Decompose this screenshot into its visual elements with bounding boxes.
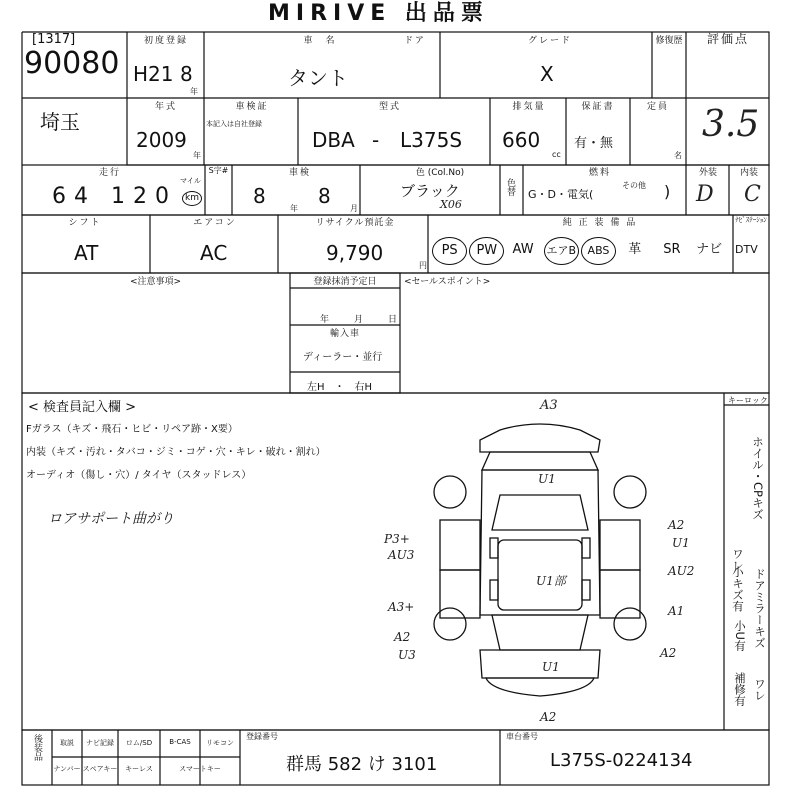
- color-side-label: 色替: [505, 178, 515, 196]
- vehicle-cert-note: 本記入は自社登録: [206, 120, 262, 128]
- date-day: 日: [388, 315, 398, 325]
- date-year: 年: [320, 315, 330, 325]
- mark-rear: A2: [540, 710, 557, 724]
- import-car-label: 輸入車: [329, 329, 360, 339]
- sales-point-label: <セールスポイント>: [404, 277, 491, 287]
- label-vehicle-cert: 車検証: [235, 102, 269, 112]
- recycle-unit: 円: [419, 261, 427, 270]
- fuel-options: G・D・電気(: [528, 188, 594, 201]
- equipment-item: PW: [469, 237, 504, 265]
- inspector-line3: オーディオ（傷し・穴）/ タイヤ（スタッドレス）: [26, 470, 252, 481]
- right-front-door: [600, 520, 640, 570]
- label-first-reg: 初度登録: [143, 36, 188, 46]
- mark-front: A3: [540, 398, 558, 413]
- side-note-7: 補修有: [733, 672, 747, 707]
- mark-left-front2: AU3: [388, 548, 415, 562]
- label-score: 評価点: [706, 32, 749, 46]
- model-year-unit: 年: [193, 151, 201, 160]
- mileage-value: 64 120: [52, 184, 177, 209]
- score-value: 3.5: [702, 104, 760, 145]
- steering-label: 左H ・ 右H: [307, 382, 373, 393]
- mark-hood: U1: [538, 472, 556, 486]
- side-note-4: ワレ: [753, 678, 767, 701]
- label-navi-type: ﾅﾋﾞｽﾃｰｼｮﾝ: [735, 216, 767, 224]
- first-reg-month: 8: [180, 62, 193, 86]
- exterior-grade: D: [696, 182, 714, 207]
- inspection-year-unit: 年: [290, 204, 298, 213]
- chassis-label: 車台番号: [506, 732, 538, 741]
- equipment-item: ナビ: [696, 242, 723, 257]
- interior-grade: C: [744, 182, 761, 207]
- displacement-unit: cc: [552, 150, 561, 159]
- date-month: 月: [354, 315, 364, 325]
- inspector-line1: Fガラス（キズ・飛石・ヒビ・リペア跡・X要）: [26, 424, 238, 435]
- inspector-label: < 検査員記入欄 >: [28, 400, 137, 415]
- label-aircon: エアコン: [193, 218, 237, 228]
- keylock-label: キーロック: [728, 396, 768, 405]
- mark-right-mid: AU2: [668, 564, 695, 578]
- right-front-wheel: [614, 476, 646, 508]
- equipment-item: 革: [628, 242, 642, 257]
- mark-right-rear: A1: [668, 604, 685, 618]
- label-year-small: 年: [190, 87, 198, 96]
- label-fuel: 燃料: [588, 168, 611, 178]
- accessory-item: ナンバー: [53, 765, 81, 773]
- label-grade: グレード: [527, 36, 572, 46]
- left-front-wheel: [434, 476, 466, 508]
- label-exterior: 外装: [698, 168, 717, 178]
- left-front-door: [440, 520, 480, 570]
- side-note-6: 小U有: [733, 620, 747, 652]
- accessory-item: スペアキー: [82, 765, 118, 773]
- label-mileage: 走行: [98, 168, 121, 178]
- right-rear-wheel: [614, 608, 646, 640]
- label-capacity: 定員: [646, 102, 669, 112]
- model-dash: -: [372, 128, 380, 152]
- cancel-date-label: 登録抹消予定日: [313, 277, 377, 287]
- mark-right-front: A2: [668, 518, 685, 532]
- windshield: [492, 495, 588, 530]
- color-value: ブラック: [400, 182, 460, 200]
- lot-number: 90080: [24, 46, 120, 81]
- label-color: 色 (Col.No): [415, 168, 465, 178]
- label-s-dash: S字#: [208, 166, 229, 175]
- left-rear-wheel: [434, 608, 466, 640]
- plate-label: 登録番号: [246, 732, 278, 741]
- recycle-value: 9,790: [326, 241, 384, 265]
- dealer-label: ディーラー・並行: [303, 352, 383, 363]
- header-title: MIRIVE 出品票: [268, 1, 489, 26]
- label-shift: シフト: [68, 218, 102, 228]
- inspection-month-unit: 月: [350, 204, 358, 213]
- plate-value: 群馬 582 け 3101: [286, 754, 438, 775]
- inspection-year: 8: [253, 184, 266, 208]
- lot-region: 埼玉: [40, 110, 80, 134]
- accessory-item: ロム/SD: [125, 739, 153, 747]
- label-equipment: 純 正 装 備 品: [562, 218, 638, 228]
- side-note-1: ホイル・CPキズ: [751, 436, 765, 520]
- label-repair-hist: 修復歴: [655, 36, 683, 46]
- displacement-value: 660: [502, 128, 541, 152]
- capacity-unit: 名: [674, 151, 682, 160]
- notes-label: <注意事項>: [130, 277, 182, 287]
- model-year: 2009: [136, 128, 187, 152]
- equipment-item: エアB: [544, 237, 579, 265]
- equipment-item: SR: [663, 242, 681, 257]
- rear-window: [492, 615, 588, 650]
- mark-left-front: P3+: [384, 532, 410, 546]
- front-bumper: [480, 424, 600, 452]
- label-inspection: 車検: [288, 168, 311, 178]
- lot-bracket: [1317]: [32, 32, 76, 47]
- inspector-line2: 内装（キズ・汚れ・タバコ・ジミ・コゲ・穴・キレ・破れ・割れ）: [26, 447, 326, 458]
- mileage-mile-label: マイル: [180, 177, 201, 185]
- car-name: タント: [288, 66, 348, 90]
- mark-roof: U1部: [536, 574, 566, 588]
- color-code: X06: [440, 198, 462, 211]
- model-code: L375S: [400, 128, 463, 152]
- side-note-5: 小キズ有: [731, 566, 745, 612]
- accessory-item: リモコン: [206, 739, 234, 747]
- equipment-item: DTV: [735, 243, 758, 256]
- mileage-km-label: km: [182, 191, 202, 206]
- accessories-row-2: [52, 764, 240, 778]
- accessory-item: B-CAS: [169, 738, 191, 746]
- label-recycle: リサイクル預託金: [315, 218, 395, 228]
- equipment-item: PS: [432, 237, 467, 265]
- car-diagram: [420, 400, 650, 710]
- accessory-item: ナビ記録: [86, 739, 114, 747]
- fuel-close: ): [664, 182, 671, 201]
- label-car-name: 車 名: [303, 36, 337, 46]
- mark-left-rear2: A2: [394, 630, 411, 644]
- inspection-month: 8: [318, 184, 331, 208]
- label-interior: 内装: [739, 168, 758, 178]
- label-door: ドア: [404, 36, 426, 46]
- label-model-year: 年式: [154, 102, 177, 112]
- fuel-other: その他: [622, 181, 646, 190]
- aircon-value: AC: [200, 241, 228, 265]
- accessory-item: キーレス: [125, 765, 153, 773]
- mark-right-rear2: A2: [660, 646, 677, 660]
- equipment-list: [432, 233, 767, 267]
- first-reg-era: H21: [133, 62, 174, 86]
- label-displacement: 排気量: [512, 102, 546, 112]
- mark-right-front2: U1: [672, 536, 690, 550]
- grade-value: X: [540, 62, 554, 86]
- accessory-item: スマートキー: [179, 765, 221, 773]
- accessories-row-1: [52, 738, 240, 752]
- accessory-item: 取説: [60, 739, 74, 747]
- warranty-value: 有・無: [574, 136, 614, 151]
- equipment-item: AW: [512, 242, 534, 257]
- chassis-value: L375S-0224134: [550, 750, 693, 771]
- label-model-type: 型式: [378, 102, 401, 112]
- mark-trunk: U1: [542, 660, 560, 674]
- model-prefix: DBA: [312, 128, 355, 152]
- mark-left-rear: A3+: [388, 600, 415, 614]
- side-note-2: ワレ: [731, 548, 745, 571]
- handwritten-note: ロアサポート曲がり: [48, 511, 174, 527]
- mark-left-rear3: U3: [398, 648, 416, 662]
- rear-bumper: [486, 678, 594, 696]
- side-note-3: ドアミラーキズ: [753, 568, 767, 649]
- label-warranty: 保証書: [581, 102, 615, 112]
- accessories-label: 後装品: [32, 734, 42, 761]
- shift-value: AT: [74, 241, 99, 265]
- equipment-item: ABS: [581, 237, 616, 265]
